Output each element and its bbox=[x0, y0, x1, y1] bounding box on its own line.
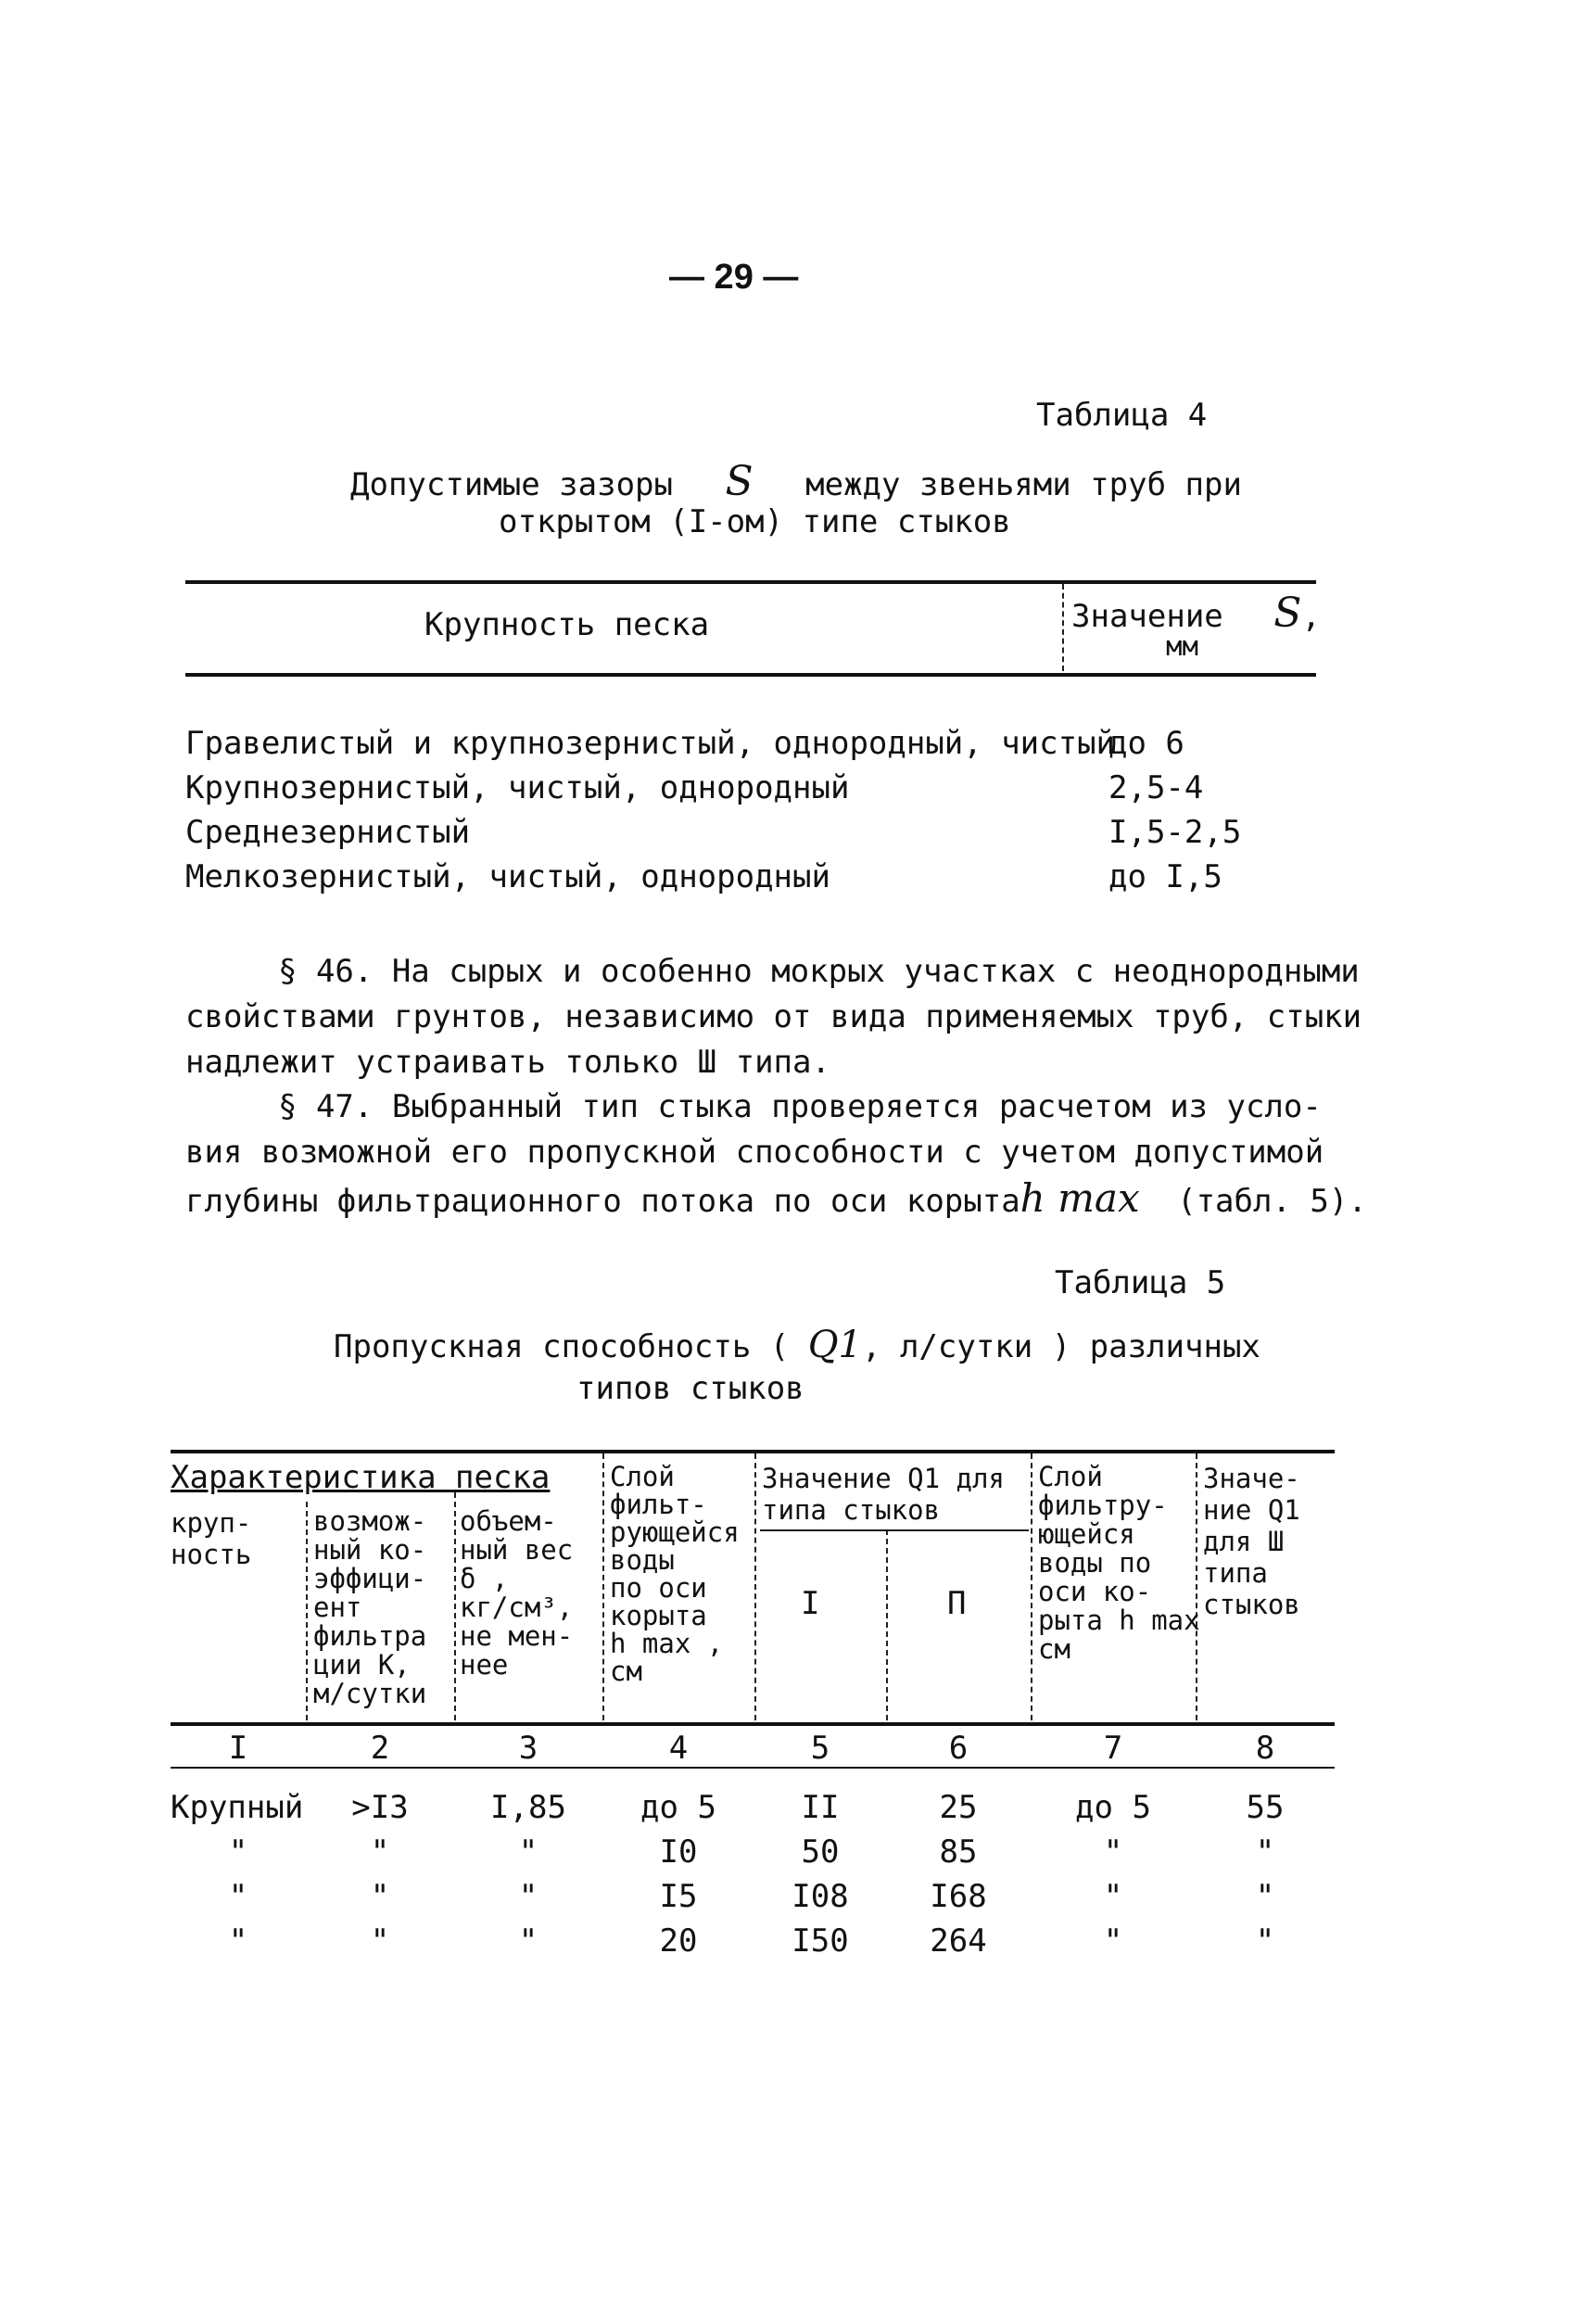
paragraph-46-line3: надлежит устраивать только Ш типа. bbox=[185, 1044, 830, 1081]
table4-top-rule bbox=[185, 580, 1316, 584]
table5-cell: I0 bbox=[659, 1833, 698, 1871]
table5-cell: до 5 bbox=[640, 1789, 716, 1826]
table5-column-number: 6 bbox=[948, 1730, 969, 1767]
table5-divider-1 bbox=[306, 1502, 308, 1720]
table5-column-number: I bbox=[228, 1730, 248, 1767]
table5-cell: до 5 bbox=[1075, 1789, 1151, 1826]
table5-header-2: возмож- ный ко- эффици- ент фильтра ции К, м/сутки bbox=[313, 1505, 427, 1709]
table5-divider-3 bbox=[602, 1453, 604, 1720]
hmax-symbol: h max bbox=[1020, 1175, 1140, 1221]
table5-cell: " bbox=[1103, 1922, 1123, 1960]
table5-numbers-rule bbox=[171, 1767, 1335, 1769]
paragraph-46 bbox=[185, 949, 1362, 1085]
table4-row-value: до 6 bbox=[1108, 725, 1184, 762]
table5-column-number: 4 bbox=[668, 1730, 689, 1767]
table4-row-name: Среднезернистый bbox=[185, 814, 471, 851]
table5-cell: Крупный bbox=[171, 1789, 304, 1826]
table5-column-number: 2 bbox=[370, 1730, 390, 1767]
table5-cell: I,85 bbox=[490, 1789, 566, 1826]
table5-cell: " bbox=[228, 1922, 248, 1960]
paragraph-47 bbox=[185, 1085, 1367, 1224]
table5-header-4: Слой фильт- рующейся воды по оси корыта h max , см bbox=[610, 1461, 740, 1687]
table5-column-number: 7 bbox=[1103, 1730, 1123, 1767]
table4-col-divider bbox=[1062, 584, 1064, 671]
table5-cell: " bbox=[1103, 1833, 1123, 1871]
table4-row-value: I,5-2,5 bbox=[1108, 814, 1242, 851]
table4-col1-header: Крупность песка bbox=[424, 606, 710, 643]
table4-symbol-s: S bbox=[725, 458, 754, 505]
table5-cell: " bbox=[1255, 1922, 1275, 1960]
paragraph-46-line1: § 46. На сырых и особенно мокрых участках с неоднородными bbox=[278, 953, 1360, 990]
table5-cell: 50 bbox=[801, 1833, 840, 1871]
table4-col2-symbol: S bbox=[1273, 590, 1302, 637]
table5-cell: II bbox=[801, 1789, 840, 1826]
table4-col2-header: Значение S, bbox=[1071, 590, 1321, 637]
table5-cell: 264 bbox=[930, 1922, 987, 1960]
table5-group-rule bbox=[760, 1529, 1029, 1531]
table4-row-name: Мелкозернистый, чистый, однородный bbox=[185, 858, 830, 895]
table5-cell: " bbox=[228, 1878, 248, 1915]
table4-row-name: Крупнозернистый, чистый, однородный bbox=[185, 769, 850, 806]
table5-group-header: Характеристика песка bbox=[171, 1459, 551, 1496]
table4-col2-unit: мм bbox=[1166, 630, 1198, 662]
table5-cell: " bbox=[370, 1922, 390, 1960]
paragraph-47-line2: вия возможной его пропускной способности с учетом допустимой bbox=[185, 1134, 1324, 1171]
table5-divider-5 bbox=[886, 1529, 888, 1720]
table5-header-8: Значе- ние Q1 для Ш типа стыков bbox=[1203, 1463, 1300, 1620]
table5-header-7: Слой фильтру- ющейся воды по оси ко- рыта h max см bbox=[1038, 1461, 1200, 1665]
table5-title-text-b: , л/сутки ) различных bbox=[862, 1328, 1260, 1365]
table5-cell: 20 bbox=[659, 1922, 698, 1960]
table5-divider-4 bbox=[754, 1453, 756, 1720]
page-number: — 29 — bbox=[669, 258, 799, 297]
table5-cell: " bbox=[518, 1833, 538, 1871]
table4-title-line1 bbox=[350, 458, 1242, 505]
table5-header-6: П bbox=[947, 1585, 967, 1622]
paragraph-47-line3-end: (табл. 5). bbox=[1177, 1183, 1367, 1220]
table5-title-line2: типов стыков bbox=[576, 1370, 804, 1407]
table4-header-rule bbox=[185, 673, 1316, 677]
table5-cell: " bbox=[1255, 1878, 1275, 1915]
table4-row-value: до I,5 bbox=[1108, 858, 1222, 895]
table4-row-name: Гравелистый и крупнозернистый, однородный, чистый bbox=[185, 725, 1116, 762]
table5-symbol-q1: Q1 bbox=[807, 1324, 863, 1366]
table5-cell: 85 bbox=[939, 1833, 978, 1871]
table5-cell: " bbox=[1103, 1878, 1123, 1915]
table5-header-56-group: Значение Q1 для типа стыков bbox=[762, 1463, 1005, 1526]
table5-cell: " bbox=[518, 1878, 538, 1915]
table5-column-number: 8 bbox=[1255, 1730, 1275, 1767]
paragraph-46-line2: свойствами грунтов, независимо от вида применяемых труб, стыки bbox=[185, 998, 1362, 1035]
paragraph-47-line1: § 47. Выбранный тип стыка проверяется расчетом из усло- bbox=[278, 1088, 1322, 1125]
table5-cell: I08 bbox=[792, 1878, 849, 1915]
table5-cell: I50 bbox=[792, 1922, 849, 1960]
paragraph-47-line3-text: глубины фильтрационного потока по оси корыта bbox=[185, 1183, 1020, 1220]
table5-divider-6 bbox=[1031, 1453, 1032, 1720]
table5-top-rule bbox=[171, 1450, 1335, 1453]
table4-label: Таблица 4 bbox=[1036, 397, 1208, 434]
table5-cell: I68 bbox=[930, 1878, 987, 1915]
table5-cell: >I3 bbox=[351, 1789, 409, 1826]
table5-title-text-a: Пропускная способность ( bbox=[334, 1328, 790, 1365]
table5-cell: 25 bbox=[939, 1789, 978, 1826]
paragraph-47-line3 bbox=[185, 1175, 1367, 1224]
table5-cell: " bbox=[518, 1922, 538, 1960]
table5-divider-2 bbox=[454, 1492, 456, 1720]
table4-title-text-a: Допустимые зазоры bbox=[350, 466, 673, 503]
table5-label: Таблица 5 bbox=[1055, 1264, 1226, 1301]
table5-header-rule bbox=[171, 1722, 1335, 1726]
table5-cell: I5 bbox=[659, 1878, 698, 1915]
table4-col2-label: Значение bbox=[1071, 598, 1223, 635]
table4-row-value: 2,5-4 bbox=[1108, 769, 1204, 806]
table4-title-text-b: между звеньями труб при bbox=[805, 466, 1242, 503]
table5-cell: " bbox=[228, 1833, 248, 1871]
table5-header-1: круп- ность bbox=[171, 1507, 252, 1570]
table5-cell: " bbox=[370, 1833, 390, 1871]
table5-column-number: 3 bbox=[518, 1730, 538, 1767]
table5-header-3: объем- ный вес δ , кг/см³, не мен- нее bbox=[460, 1505, 574, 1681]
table5-title-line1 bbox=[334, 1324, 1260, 1366]
table4-title-line2: открытом (I-ом) типе стыков bbox=[499, 503, 1011, 540]
table5-cell: 55 bbox=[1246, 1789, 1285, 1826]
table5-cell: " bbox=[1255, 1833, 1275, 1871]
table5-column-number: 5 bbox=[810, 1730, 830, 1767]
table5-cell: " bbox=[370, 1878, 390, 1915]
table5-header-5: I bbox=[801, 1585, 820, 1622]
